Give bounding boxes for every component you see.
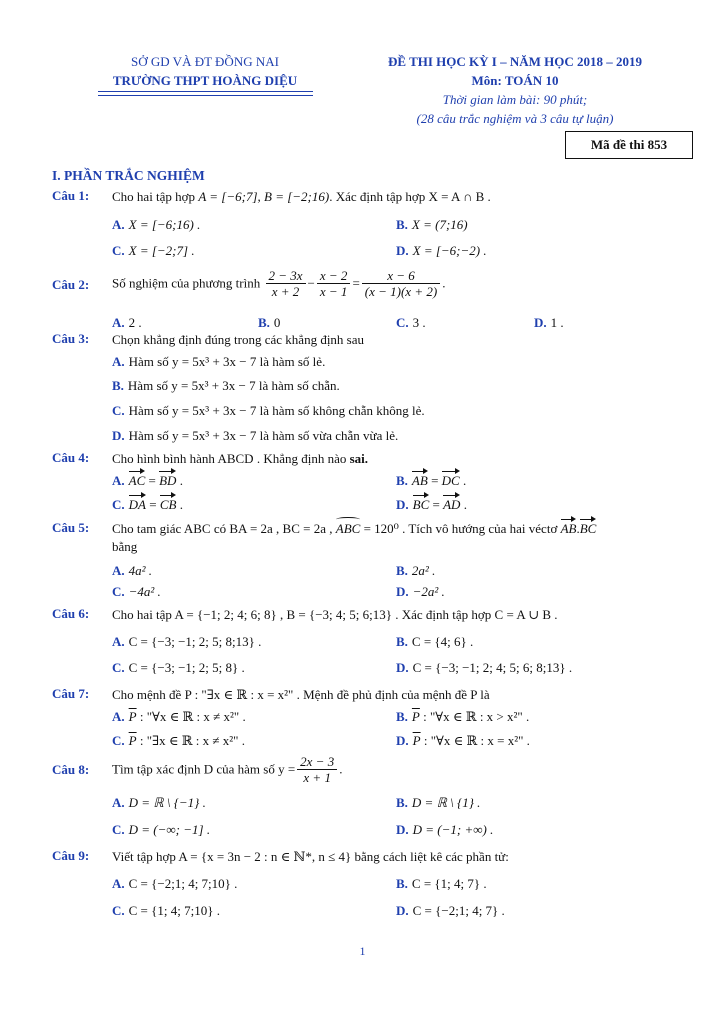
question-text: Cho hai tập A = {−1; 2; 4; 6; 8} , B = {−3; 4; 5; 6;13} . Xác định tập hợp C = A ∪ B . — [112, 607, 558, 622]
option-d[interactable]: D. X = [−6;−2) . — [396, 243, 487, 258]
exam-code-box: Mã đề thi 853 — [565, 131, 693, 159]
option-d[interactable]: D. C = {−3; −1; 2; 4; 5; 6; 8;13} . — [396, 660, 573, 675]
option-c[interactable]: C. −4a² . — [112, 584, 161, 599]
option-b[interactable]: B. AB = DC . — [396, 473, 467, 488]
option-a[interactable]: A. AC = BD . — [112, 473, 183, 488]
option-b[interactable]: B. D = ℝ \ {1} . — [396, 795, 481, 810]
fraction: $\frac{2x - 3}{x + 1}$ — [297, 754, 337, 785]
option-a[interactable]: A. 4a² . — [112, 563, 153, 578]
option-c[interactable]: C. DA = CB . — [112, 497, 183, 512]
question-text: Tìm tập xác định D của hàm số y = $\frac{2x - 3}{x + 1}$ . — [112, 754, 343, 785]
question-text: Cho hai tập hợp A = [−6;7], B = [−2;16). Xác định tập hợp X = A ∩ B . — [112, 189, 491, 204]
header-right — [365, 52, 665, 128]
question-text: Cho mệnh đề P : "∃x ∈ ℝ : x = x²" . Mệnh đề phủ định của mệnh đề P là — [112, 687, 490, 702]
option-a[interactable]: A. X = [−6;16) . — [112, 217, 201, 232]
question-text: Số nghiệm của phương trình $\frac{2 - 3x}{x + 2}$ − $\frac{x - 2}{x - 1}$ = $\frac{x - 6}{(x - 1)(x + 2)}$ . — [112, 268, 446, 299]
vector: DA — [128, 497, 146, 512]
option-b[interactable]: B. Hàm số y = 5x³ + 3x − 7 là hàm số chẵn. — [112, 378, 340, 393]
vector: BC — [579, 521, 597, 536]
exam-structure: (28 câu trắc nghiệm và 3 câu tự luận) — [416, 111, 614, 126]
vector: CB — [159, 497, 177, 512]
department-name: SỞ GD VÀ ĐT ĐỒNG NAI — [131, 54, 279, 69]
fraction-2: $\frac{x - 2}{x - 1}$ — [317, 268, 351, 299]
option-b[interactable]: B. $\overline{P}$ : "∀x ∈ ℝ : x > x²" . — [396, 709, 530, 724]
question-label: Câu 5: — [52, 520, 90, 535]
option-c[interactable]: C. C = {−3; −1; 2; 5; 8} . — [112, 660, 245, 675]
fraction-1: $\frac{2 - 3x}{x + 2}$ — [266, 268, 306, 299]
option-d[interactable]: D. C = {−2;1; 4; 7} . — [396, 903, 505, 918]
angle-mark: ABC — [335, 521, 361, 536]
option-d[interactable]: D. −2a² . — [396, 584, 445, 599]
question-label: Câu 2: — [52, 277, 90, 292]
option-c[interactable]: C. Hàm số y = 5x³ + 3x − 7 là hàm số không chẵn không lẻ. — [112, 403, 425, 418]
option-a[interactable]: A. D = ℝ \ {−1} . — [112, 795, 206, 810]
option-b[interactable]: B. 0 — [258, 315, 281, 330]
fraction-3: $\frac{x - 6}{(x - 1)(x + 2)}$ — [362, 268, 440, 299]
question-text: Chọn khẳng định đúng trong các khẳng định sau — [112, 332, 365, 347]
question-text: Cho hình bình hành ABCD . Khẳng định nào sai. — [112, 451, 369, 466]
question-label: Câu 3: — [52, 331, 90, 346]
option-a[interactable]: A. C = {−3; −1; 2; 5; 8;13} . — [112, 634, 262, 649]
option-c[interactable]: C. X = [−2;7] . — [112, 243, 195, 258]
option-b[interactable]: B. 2a² . — [396, 563, 436, 578]
exam-duration: Thời gian làm bài: 90 phút; — [442, 92, 588, 107]
question-label: Câu 6: — [52, 606, 90, 621]
option-d[interactable]: D. D = (−1; +∞) . — [396, 822, 494, 837]
option-a[interactable]: A. C = {−2;1; 4; 7;10} . — [112, 876, 238, 891]
vector: DC — [441, 473, 460, 488]
double-underline — [98, 91, 313, 96]
option-a[interactable]: A. 2 . — [112, 315, 142, 330]
option-b[interactable]: B. X = (7;16) — [396, 217, 468, 232]
option-b[interactable]: B. C = {1; 4; 7} . — [396, 876, 487, 891]
option-c[interactable]: C. C = {1; 4; 7;10} . — [112, 903, 220, 918]
header-left — [95, 52, 315, 90]
question-label: Câu 9: — [52, 848, 90, 863]
section-title: I. PHẦN TRẮC NGHIỆM — [52, 168, 205, 183]
exam-subject: Môn: TOÁN 10 — [471, 73, 559, 88]
vector: AD — [443, 497, 461, 512]
question-label: Câu 8: — [52, 762, 90, 777]
vector: AB — [560, 521, 577, 536]
vector: BD — [159, 473, 177, 488]
option-d[interactable]: D. $\overline{P}$ : "∀x ∈ ℝ : x = x²" . — [396, 733, 530, 748]
option-c[interactable]: C. $\overline{P}$ : "∃x ∈ ℝ : x ≠ x²" . — [112, 733, 245, 748]
question-text: Cho tam giác ABC có BA = 2a , BC = 2a , ABC = 120⁰ . Tích vô hướng của hai véctơ AB.BC bằng — [112, 521, 597, 554]
option-a[interactable]: A. $\overline{P}$ : "∀x ∈ ℝ : x ≠ x²" . — [112, 709, 246, 724]
question-label: Câu 7: — [52, 686, 90, 701]
school-name: TRƯỜNG THPT HOÀNG DIỆU — [112, 73, 298, 88]
option-b[interactable]: B. C = {4; 6} . — [396, 634, 474, 649]
option-d[interactable]: D. Hàm số y = 5x³ + 3x − 7 là hàm số vừa chẵn vừa lẻ. — [112, 428, 399, 443]
option-a[interactable]: A. Hàm số y = 5x³ + 3x − 7 là hàm số lẻ. — [112, 354, 326, 369]
option-d[interactable]: D. BC = AD . — [396, 497, 467, 512]
vector: AC — [128, 473, 146, 488]
option-d[interactable]: D. 1 . — [534, 315, 564, 330]
option-c[interactable]: C. D = (−∞; −1] . — [112, 822, 211, 837]
question-label: Câu 4: — [52, 450, 90, 465]
page-number: 1 — [359, 944, 366, 958]
vector: BC — [412, 497, 430, 512]
question-label: Câu 1: — [52, 188, 90, 203]
question-text: Viết tập hợp A = {x = 3n − 2 : n ∈ ℕ*, n ≤ 4} bằng cách liệt kê các phần tử: — [112, 849, 509, 864]
vector: AB — [411, 473, 428, 488]
option-c[interactable]: C. 3 . — [396, 315, 426, 330]
exam-title: ĐỀ THI HỌC KỲ I – NĂM HỌC 2018 – 2019 — [388, 54, 642, 69]
